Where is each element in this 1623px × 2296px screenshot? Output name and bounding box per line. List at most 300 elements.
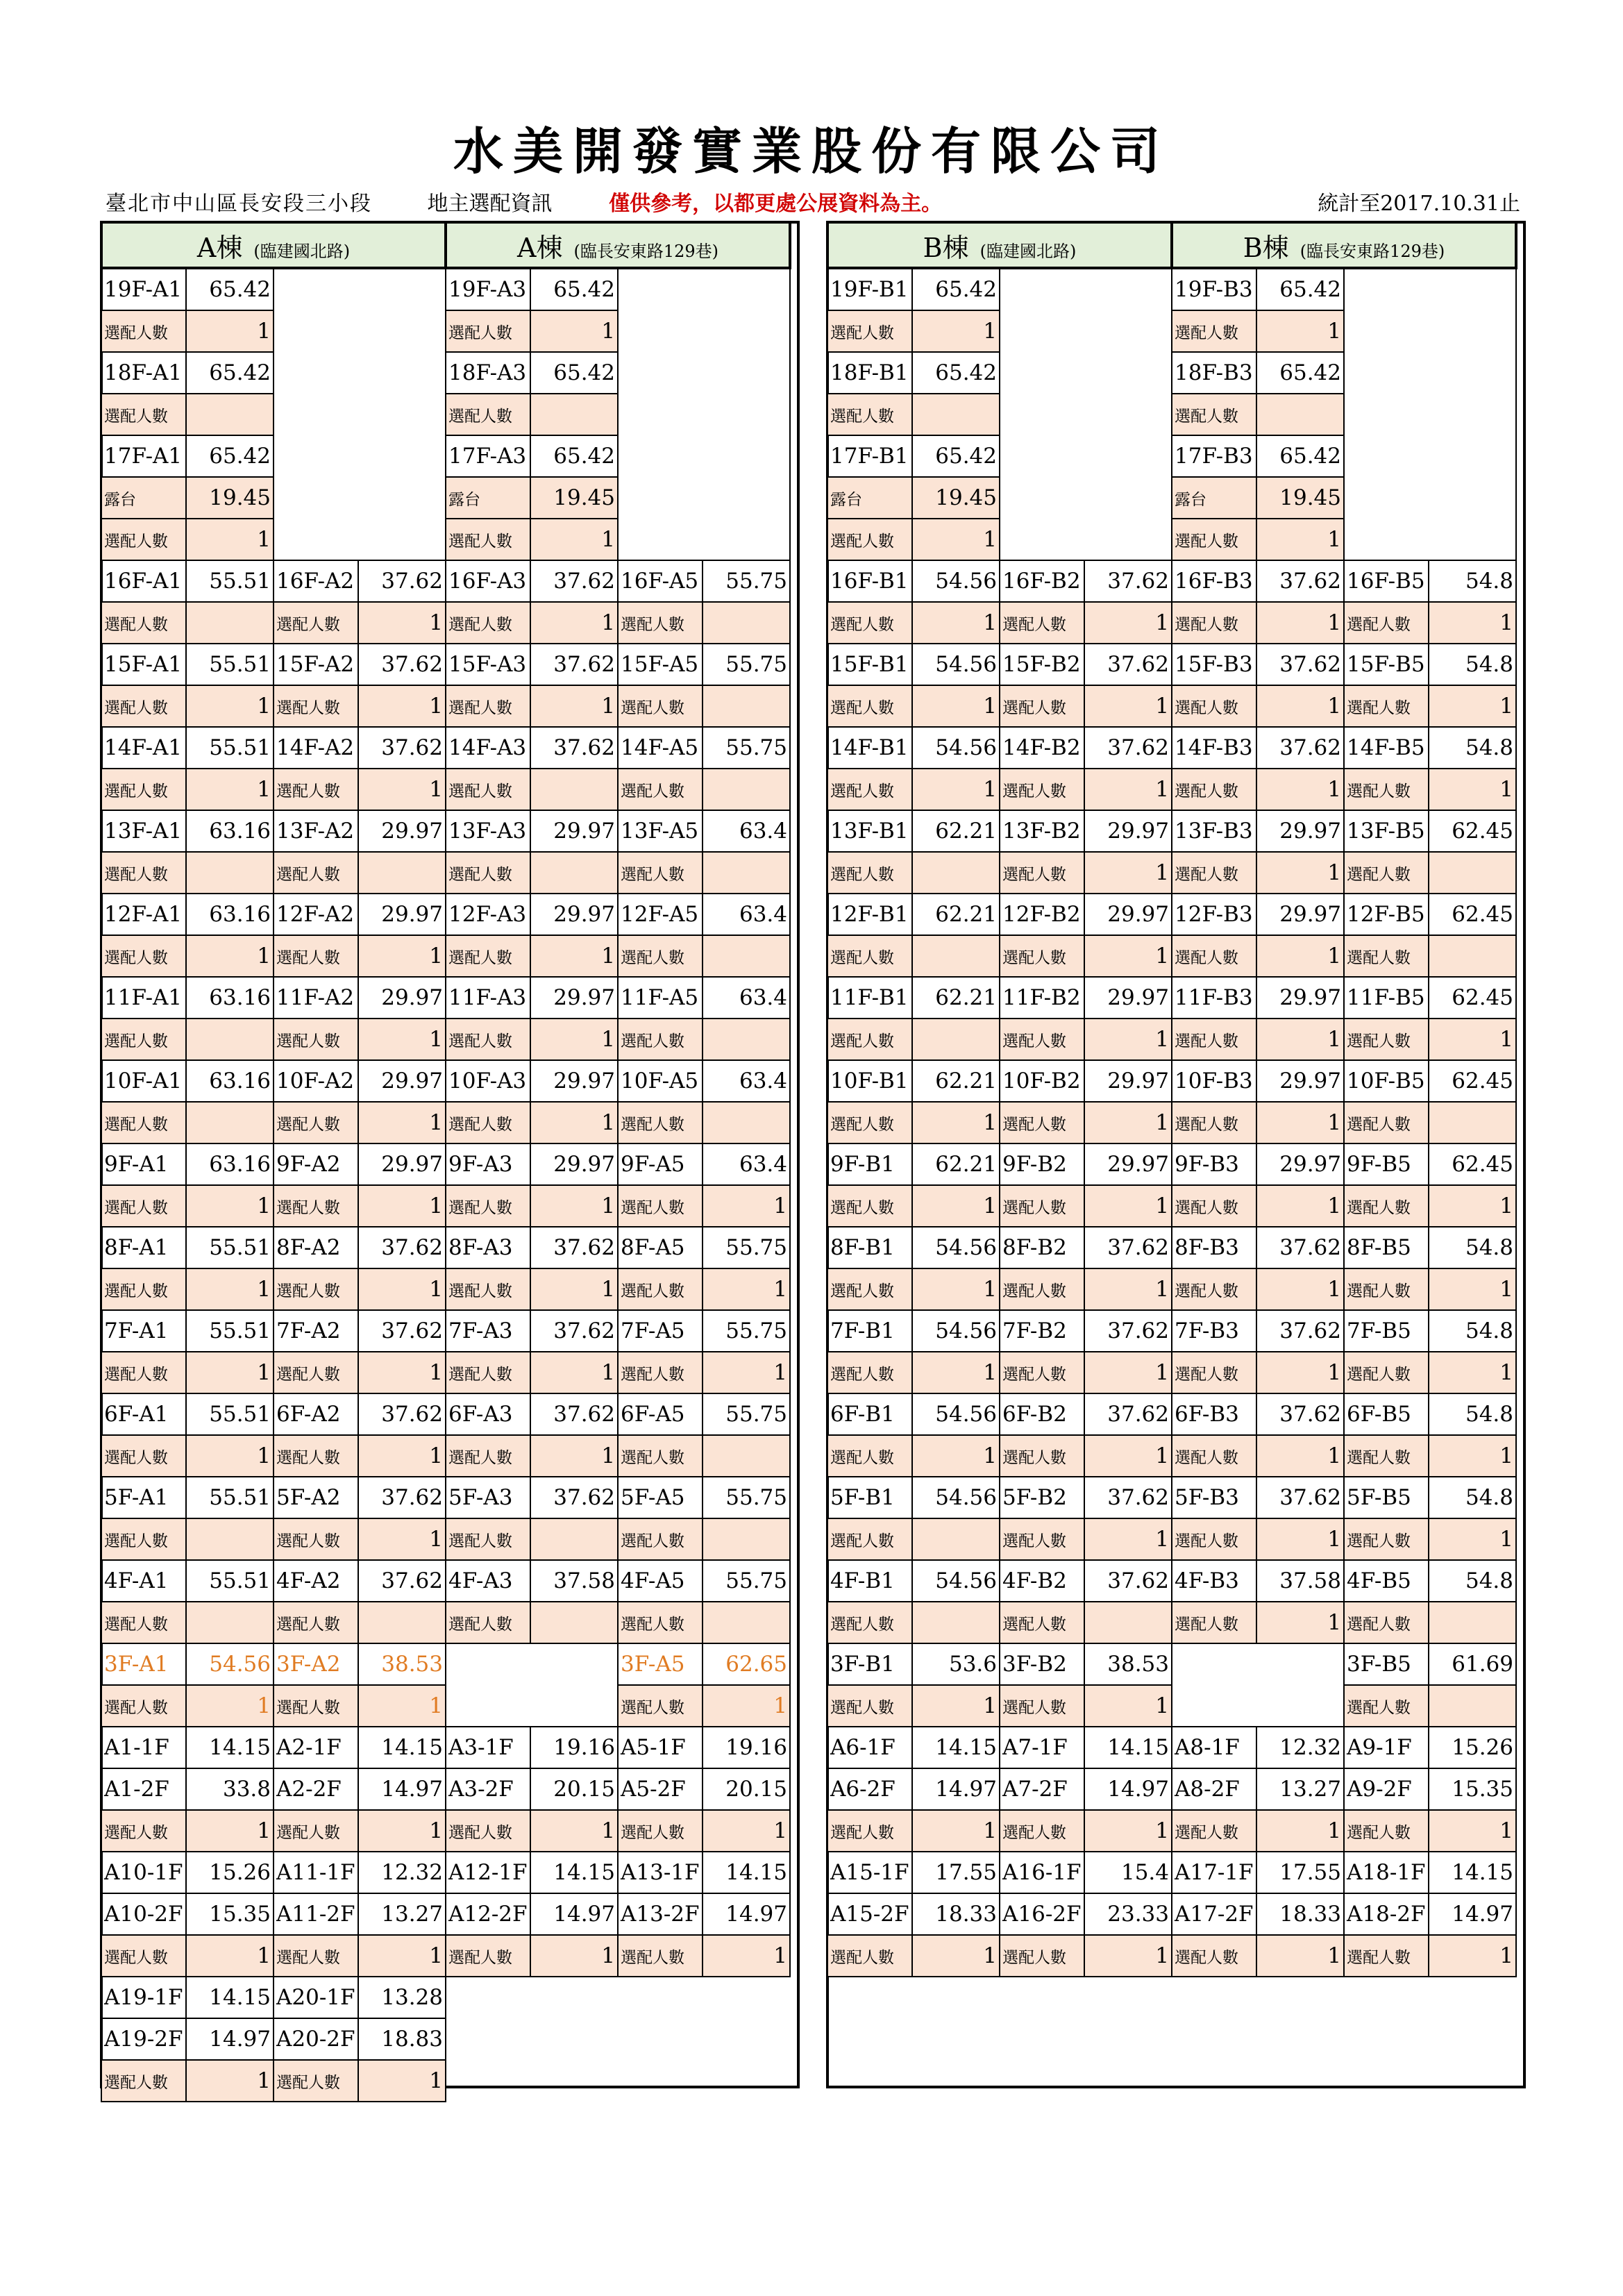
count-label: 選配人數 [1172,394,1256,435]
count-label: 選配人數 [1344,685,1429,727]
floor-unit-row [827,1227,1516,1268]
count-label: 選配人數 [1344,1935,1429,1977]
unit-name: 16F-B2 [1000,560,1084,602]
unit-name: A2-2F [274,1768,358,1810]
count-label: 選配人數 [827,1518,912,1560]
unit-name: A17-1F [1172,1852,1256,1893]
unit-name: 16F-B1 [827,560,912,602]
count-label: 選配人數 [618,1019,703,1060]
count-value: 1 [530,1185,618,1227]
unit-name: 8F-B1 [827,1227,912,1268]
unit-name: 14F-A1 [101,727,186,769]
unit-area: 37.62 [358,560,446,602]
count-value: 1 [530,1435,618,1477]
unit-area: 29.97 [1256,810,1344,852]
unit-name: 4F-A3 [446,1560,530,1602]
unit-area: 37.62 [1084,644,1172,685]
unit-name: 3F-B2 [1000,1643,1084,1685]
floor-unit-row [101,1310,790,1352]
floor-count-row [827,1352,1516,1393]
count-label: 選配人數 [274,1019,358,1060]
unit-area: 37.62 [1256,644,1344,685]
count-label: 選配人數 [101,685,186,727]
floor-count-row [101,1435,790,1477]
count-label: 選配人數 [618,1518,703,1560]
unit-area: 55.75 [703,1477,790,1518]
count-label: 選配人數 [101,852,186,894]
warning-text: 僅供參考，以都更處公展資料為主。 [609,192,943,216]
floor-unit-row [101,560,790,602]
floor-unit-row [101,977,790,1019]
unit-name: 17F-A1 [101,435,186,477]
count-label: 選配人數 [1000,1435,1084,1477]
count-value [703,1102,790,1143]
count-label: 選配人數 [618,685,703,727]
floor-count-row [827,685,1516,727]
unit-area: 62.45 [1429,1060,1516,1102]
unit-name: A19-1F [101,1977,186,2018]
count-label: 選配人數 [446,1810,530,1852]
count-label: 選配人數 [1172,1602,1256,1643]
unit-name: 16F-A5 [618,560,703,602]
unit-name: 16F-B5 [1344,560,1429,602]
count-label: 選配人數 [274,1435,358,1477]
unit-name: 11F-B5 [1344,977,1429,1019]
unit-area: 63.4 [703,1143,790,1185]
count-label: 選配人數 [101,1102,186,1143]
unit-area: 37.62 [358,1393,446,1435]
empty-cell [446,1977,790,2102]
unit-name: 15F-B3 [1172,644,1256,685]
count-value [1429,1602,1516,1643]
count-label: 選配人數 [1000,1019,1084,1060]
count-value: 1 [358,1185,446,1227]
unit-name: 19F-B1 [827,268,912,310]
statistics-date: 統計至2017.10.31止 [1318,192,1520,216]
unit-name: 9F-B2 [1000,1143,1084,1185]
count-value [530,394,618,435]
unit-area: 37.62 [1256,1310,1344,1352]
unit-area: 14.15 [1084,1727,1172,1768]
floor-unit-row [101,1060,790,1102]
count-label: 選配人數 [446,1518,530,1560]
count-value [703,935,790,977]
unit-name: A8-2F [1172,1768,1256,1810]
count-value: 1 [1256,1019,1344,1060]
unit-area: 65.42 [1256,268,1344,310]
count-value [186,602,274,644]
unit-name: A15-1F [827,1852,912,1893]
floor-count-row [827,1518,1516,1560]
header-note: (臨長安東路129巷) [1300,241,1445,261]
unit-name: 8F-A1 [101,1227,186,1268]
unit-area: 62.21 [912,894,1000,935]
count-label: 選配人數 [618,1435,703,1477]
unit-area: 29.97 [1256,894,1344,935]
unit-area: 63.16 [186,1060,274,1102]
unit-area: 18.33 [1256,1893,1344,1935]
unit-area: 29.97 [1084,1143,1172,1185]
count-label: 選配人數 [1172,1810,1256,1852]
unit-name: A6-1F [827,1727,912,1768]
building-a-block [100,221,800,2093]
count-value [358,852,446,894]
unit-area: 13.27 [358,1893,446,1935]
unit-name: A13-1F [618,1852,703,1893]
count-value: 1 [912,1185,1000,1227]
floor-unit-row [827,1643,1516,1685]
unit-area: 29.97 [1256,1060,1344,1102]
unit-name: 12F-A5 [618,894,703,935]
floor-count-row [101,1185,790,1227]
unit-area: 14.97 [186,2018,274,2060]
header-a-jianguo [101,222,446,268]
count-label: 選配人數 [101,1685,186,1727]
count-label: 選配人數 [274,1518,358,1560]
unit-area: 54.56 [912,644,1000,685]
unit-area: 62.45 [1429,1143,1516,1185]
unit-area: 37.62 [530,1310,618,1352]
unit-area: 37.62 [358,1477,446,1518]
unit-name: A16-1F [1000,1852,1084,1893]
unit-area: 19.16 [530,1727,618,1768]
count-value [530,769,618,810]
count-value: 1 [1429,1435,1516,1477]
count-label: 選配人數 [446,394,530,435]
unit-name: 13F-A2 [274,810,358,852]
unit-area: 37.62 [530,1227,618,1268]
unit-area: 65.42 [912,352,1000,394]
count-value: 1 [358,1685,446,1727]
count-label: 選配人數 [827,602,912,644]
count-value: 1 [1084,685,1172,727]
townhouse-row [827,1852,1516,1893]
terrace-label: 露台 [446,477,530,519]
count-value: 1 [186,1435,274,1477]
count-value: 1 [186,519,274,560]
count-label: 選配人數 [446,602,530,644]
count-value: 1 [1084,852,1172,894]
count-label: 選配人數 [1172,685,1256,727]
count-value: 1 [1429,1019,1516,1060]
unit-area: 55.51 [186,727,274,769]
count-value: 1 [912,1685,1000,1727]
unit-name: 9F-A2 [274,1143,358,1185]
unit-name: 6F-A2 [274,1393,358,1435]
count-value [703,1602,790,1643]
count-value: 1 [703,1810,790,1852]
unit-area: 37.62 [530,1477,618,1518]
terrace-area: 19.45 [912,477,1000,519]
unit-name: A5-2F [618,1768,703,1810]
count-label: 選配人數 [1000,1518,1084,1560]
count-value: 1 [186,310,274,352]
unit-area: 62.45 [1429,810,1516,852]
unit-name: 16F-A1 [101,560,186,602]
count-value: 1 [1429,685,1516,727]
unit-area: 62.21 [912,1143,1000,1185]
unit-name: 18F-A1 [101,352,186,394]
unit-area: 29.97 [1084,894,1172,935]
count-label: 選配人數 [1344,1019,1429,1060]
count-value: 1 [358,1935,446,1977]
floor-unit-row [827,644,1516,685]
count-value: 1 [912,1935,1000,1977]
count-label: 選配人數 [618,852,703,894]
count-label: 選配人數 [827,394,912,435]
top-floor-row [101,268,790,310]
unit-area: 55.75 [703,1310,790,1352]
unit-area: 15.26 [186,1852,274,1893]
unit-name: 9F-A1 [101,1143,186,1185]
count-value: 1 [1256,1935,1344,1977]
unit-name: 15F-A5 [618,644,703,685]
count-label: 選配人數 [618,1602,703,1643]
count-value [530,1518,618,1560]
count-label: 選配人數 [1344,769,1429,810]
floor-unit-row [101,727,790,769]
header-name: B棟 [1243,232,1289,263]
unit-area: 65.42 [186,352,274,394]
unit-area: 29.97 [530,810,618,852]
count-label: 選配人數 [827,1935,912,1977]
unit-name: 5F-B2 [1000,1477,1084,1518]
unit-name: 19F-B3 [1172,268,1256,310]
unit-name: 10F-B2 [1000,1060,1084,1102]
header-note: (臨長安東路129巷) [573,241,718,261]
count-value: 1 [703,1935,790,1977]
unit-name: 5F-B1 [827,1477,912,1518]
unit-area: 14.97 [912,1768,1000,1810]
terrace-area: 19.45 [186,477,274,519]
unit-area: 54.56 [912,1560,1000,1602]
unit-area: 55.75 [703,1393,790,1435]
unit-name: 5F-A1 [101,1477,186,1518]
unit-area: 29.97 [1256,1143,1344,1185]
count-value: 1 [912,1268,1000,1310]
unit-name: 14F-B3 [1172,727,1256,769]
unit-name: 6F-A1 [101,1393,186,1435]
unit-area: 55.51 [186,560,274,602]
count-label: 選配人數 [827,935,912,977]
unit-area: 14.97 [358,1768,446,1810]
count-label: 選配人數 [1344,1352,1429,1393]
townhouse-row [827,1810,1516,1852]
unit-name: 6F-B1 [827,1393,912,1435]
unit-area: 14.97 [530,1893,618,1935]
count-label: 選配人數 [446,852,530,894]
unit-name: 4F-B1 [827,1560,912,1602]
unit-area: 29.97 [1084,810,1172,852]
count-label: 選配人數 [1344,852,1429,894]
unit-name: 7F-B2 [1000,1310,1084,1352]
unit-name: A12-2F [446,1893,530,1935]
floor-unit-row [101,1227,790,1268]
unit-area: 14.97 [1429,1893,1516,1935]
count-label: 選配人數 [1000,1602,1084,1643]
unit-name: 15F-A2 [274,644,358,685]
floor-count-row [827,769,1516,810]
unit-name: 9F-B1 [827,1143,912,1185]
unit-name: 15F-B5 [1344,644,1429,685]
count-label: 選配人數 [1000,1685,1084,1727]
floor-unit-row [101,1643,790,1685]
count-value: 1 [1084,1810,1172,1852]
unit-name: 5F-B5 [1344,1477,1429,1518]
count-value: 1 [912,519,1000,560]
unit-area: 38.53 [358,1643,446,1685]
count-value: 1 [1256,1102,1344,1143]
count-label: 選配人數 [1172,852,1256,894]
count-label: 選配人數 [1344,1185,1429,1227]
count-value [1084,1602,1172,1643]
unit-area: 55.75 [703,560,790,602]
unit-area: 15.35 [1429,1768,1516,1810]
count-value: 1 [1256,1352,1344,1393]
header-b-jianguo [827,222,1172,268]
unit-area: 62.45 [1429,977,1516,1019]
unit-name: A18-1F [1344,1852,1429,1893]
unit-name: 14F-B2 [1000,727,1084,769]
floor-unit-row [827,1560,1516,1602]
unit-name: 9F-B3 [1172,1143,1256,1185]
count-value: 1 [1256,519,1344,560]
unit-area: 13.28 [358,1977,446,2018]
unit-area: 29.97 [1084,1060,1172,1102]
unit-area: 65.42 [1256,352,1344,394]
unit-name: 16F-B3 [1172,560,1256,602]
terrace-label: 露台 [101,477,186,519]
unit-area: 37.62 [1084,560,1172,602]
count-value [1429,935,1516,977]
count-value [703,1019,790,1060]
unit-area: 37.62 [1084,727,1172,769]
unit-area: 29.97 [530,894,618,935]
unit-name: 13F-B5 [1344,810,1429,852]
unit-name: 10F-B5 [1344,1060,1429,1102]
count-value: 1 [530,310,618,352]
unit-name: 14F-B5 [1344,727,1429,769]
count-label: 選配人數 [446,935,530,977]
unit-name: 6F-A5 [618,1393,703,1435]
unit-name: A17-2F [1172,1893,1256,1935]
unit-area: 37.62 [1256,560,1344,602]
count-label: 選配人數 [101,519,186,560]
unit-area: 54.56 [912,1310,1000,1352]
unit-name: 18F-B3 [1172,352,1256,394]
count-value [703,1435,790,1477]
unit-name: A7-1F [1000,1727,1084,1768]
unit-area: 38.53 [1084,1643,1172,1685]
count-label: 選配人數 [1000,1268,1084,1310]
unit-area: 62.21 [912,977,1000,1019]
unit-area: 29.97 [358,894,446,935]
count-label: 選配人數 [101,1602,186,1643]
unit-area: 33.8 [186,1768,274,1810]
unit-area: 54.8 [1429,1393,1516,1435]
unit-area: 37.58 [530,1560,618,1602]
floor-unit-row [827,1477,1516,1518]
unit-name: 5F-B3 [1172,1477,1256,1518]
count-label: 選配人數 [1172,1435,1256,1477]
count-value [912,935,1000,977]
unit-area: 53.6 [912,1643,1000,1685]
count-label: 選配人數 [618,769,703,810]
count-value [703,1518,790,1560]
count-value: 1 [1256,1602,1344,1643]
unit-name: 7F-A3 [446,1310,530,1352]
unit-name: A13-2F [618,1893,703,1935]
count-value: 1 [1256,1810,1344,1852]
count-value: 1 [358,1268,446,1310]
unit-area: 20.15 [530,1768,618,1810]
count-value: 1 [186,1185,274,1227]
unit-area: 65.42 [912,435,1000,477]
unit-name: 14F-B1 [827,727,912,769]
unit-name: A12-1F [446,1852,530,1893]
count-label: 選配人數 [1172,519,1256,560]
count-label: 選配人數 [1000,1352,1084,1393]
count-label: 選配人數 [446,1602,530,1643]
unit-area: 37.58 [1256,1560,1344,1602]
count-label: 選配人數 [1000,935,1084,977]
count-label: 選配人數 [618,1685,703,1727]
count-label: 選配人數 [101,1518,186,1560]
floor-unit-row [101,1143,790,1185]
floor-count-row [101,935,790,977]
unit-name: 17F-A3 [446,435,530,477]
count-value: 1 [1256,1435,1344,1477]
count-value: 1 [1084,1435,1172,1477]
count-label: 選配人數 [1344,1102,1429,1143]
unit-area: 23.33 [1084,1893,1172,1935]
count-value: 1 [703,1352,790,1393]
unit-area: 17.55 [1256,1852,1344,1893]
count-value: 1 [358,1352,446,1393]
townhouse-row [827,1727,1516,1768]
floor-count-row [101,1352,790,1393]
count-label: 選配人數 [274,769,358,810]
count-value [912,1518,1000,1560]
count-value: 1 [1084,1185,1172,1227]
empty-cell [618,268,790,560]
count-label: 選配人數 [446,310,530,352]
count-label: 選配人數 [446,685,530,727]
count-label: 選配人數 [827,1268,912,1310]
count-label: 選配人數 [1344,1685,1429,1727]
count-value: 1 [1429,1268,1516,1310]
count-label: 選配人數 [274,1685,358,1727]
unit-name: 3F-B5 [1344,1643,1429,1685]
count-value: 1 [1084,1935,1172,1977]
unit-area: 55.75 [703,1560,790,1602]
count-label: 選配人數 [827,769,912,810]
floor-count-row [101,602,790,644]
count-label: 選配人數 [1344,602,1429,644]
unit-area: 62.45 [1429,894,1516,935]
floor-count-row [101,685,790,727]
unit-area: 14.15 [912,1727,1000,1768]
unit-name: 13F-B1 [827,810,912,852]
unit-area: 65.42 [1256,435,1344,477]
floor-unit-row [827,1310,1516,1352]
unit-name: 17F-B3 [1172,435,1256,477]
terrace-area: 19.45 [530,477,618,519]
unit-name: 13F-B2 [1000,810,1084,852]
count-value: 1 [1084,1685,1172,1727]
floor-count-row [827,1268,1516,1310]
unit-area: 54.56 [912,1477,1000,1518]
